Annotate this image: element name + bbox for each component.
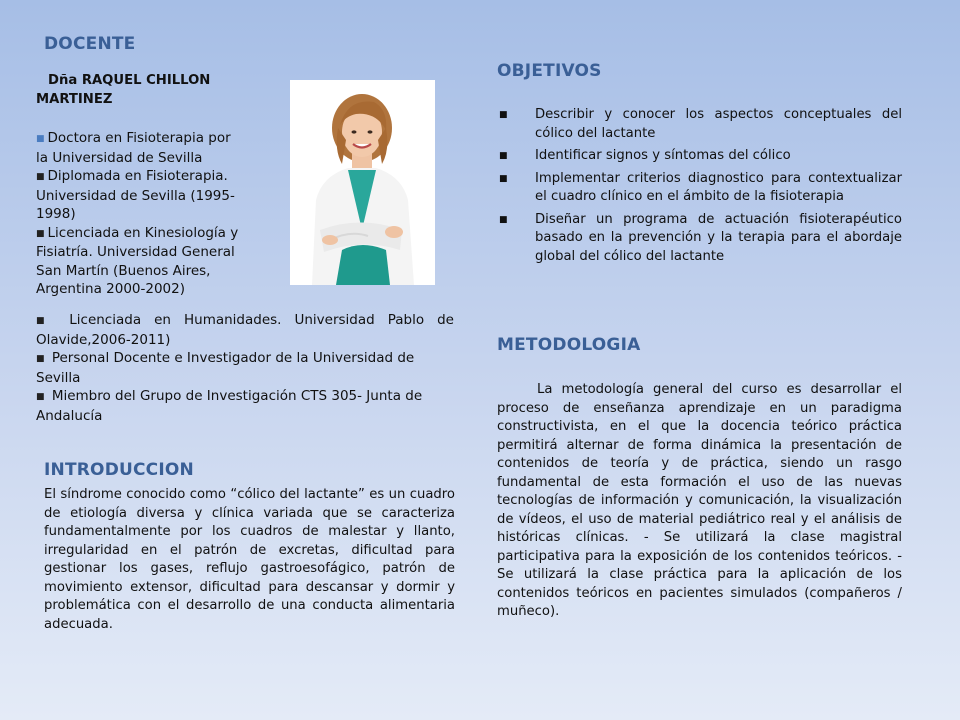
docente-photo (290, 80, 435, 285)
docente-name-line1: Dña RAQUEL CHILLON (48, 73, 211, 88)
credential-item: ■ Licenciada en Kinesiología y Fisiatría. Universidad General San Martín (Buenos Aires, Argentina 2000-2002) (36, 224, 239, 297)
docente-credentials-short (36, 129, 260, 299)
bullet-square-icon: ■ (36, 354, 45, 364)
credential-item: ■ Licenciada en Humanidades. Universidad Pablo de Olavide,2006-2011) (36, 312, 454, 348)
objetivo-item: ■ Describir y conocer los aspectos conceptuales del cólico del lactante (499, 107, 902, 141)
credential-item: ■ Personal Docente e Investigador de la Universidad de Sevilla (36, 350, 415, 386)
bullet-square-icon: ■ (36, 228, 45, 239)
bullet-square-icon: ■ (499, 151, 508, 161)
docente-credentials-long (36, 311, 454, 425)
bullet-square-icon: ■ (499, 173, 508, 184)
portrait-image (290, 80, 435, 285)
introduccion-body: El síndrome conocido como “cólico del lactante” es un cuadro de etiología diversa y clínica variada que se caracteriza fundamentalmente por los cuadros de malestar y llanto, irregularidad en el patrón de excretas, dificultad para gestionar los gases, reflujo gastroesofágico, patrón de movimiento extensor, dificultad para descansar y dormir y problemática con el desarrollo de una conducta alimentaria adecuada. (44, 487, 455, 632)
docente-heading: DOCENTE (44, 34, 136, 54)
objetivos-heading: OBJETIVOS (497, 61, 602, 81)
metodologia-body: La metodología general del curso es desarrollar el proceso de enseñanza aprendizaje en un paradigma constructivista, en el que la docencia teórico práctica permitirá alternar de forma dinámica la presentación de contenidos de teoría y de práctica, siendo un rasgo fundamental de esta formación el uso de las nuevas tecnologías de información y comunicación, la visualización de vídeos, el uso de material pediátrico real y el análisis de históricas clínicas. - Se utilizará la clase magistral participativa para la exposición de los contenidos teóricos. - Se utilizará la clase práctica para la aplicación de los contenidos teóricos en pacientes simulados (compañeros / muñeco). (497, 382, 902, 619)
objetivos-list (497, 106, 902, 270)
credential-item: ■ Diplomada en Fisioterapia. Universidad de Sevilla (1995- 1998) (36, 168, 235, 222)
credential-item: ■ Doctora en Fisioterapia por la Universidad de Sevilla (36, 130, 231, 166)
docente-name-line2: MARTINEZ (36, 91, 113, 107)
objetivo-item: ■ Identificar signos y síntomas del cólico (497, 147, 902, 166)
bullet-square-icon: ■ (36, 134, 45, 144)
introduccion-heading: INTRODUCCION (44, 460, 194, 480)
objetivo-item: ■ Diseñar un programa de actuación fisioterapéutico basado en la prevención y la terapia para el abordaje global del cólico del lactante (499, 211, 902, 264)
bullet-square-icon: ■ (36, 392, 45, 402)
bullet-square-icon: ■ (499, 110, 508, 120)
credential-item: ■ Miembro del Grupo de Investigación CTS 305- Junta de Andalucía (36, 388, 423, 424)
metodologia-heading: METODOLOGIA (497, 335, 641, 355)
bullet-square-icon: ■ (499, 214, 508, 225)
docente-name (36, 72, 276, 109)
bullet-square-icon: ■ (36, 172, 45, 182)
objetivo-item: ■ Implementar criterios diagnostico para contextualizar el cuadro clínico en el ámbito de la fisioterapia (499, 170, 902, 204)
bullet-square-icon: ■ (36, 316, 54, 326)
